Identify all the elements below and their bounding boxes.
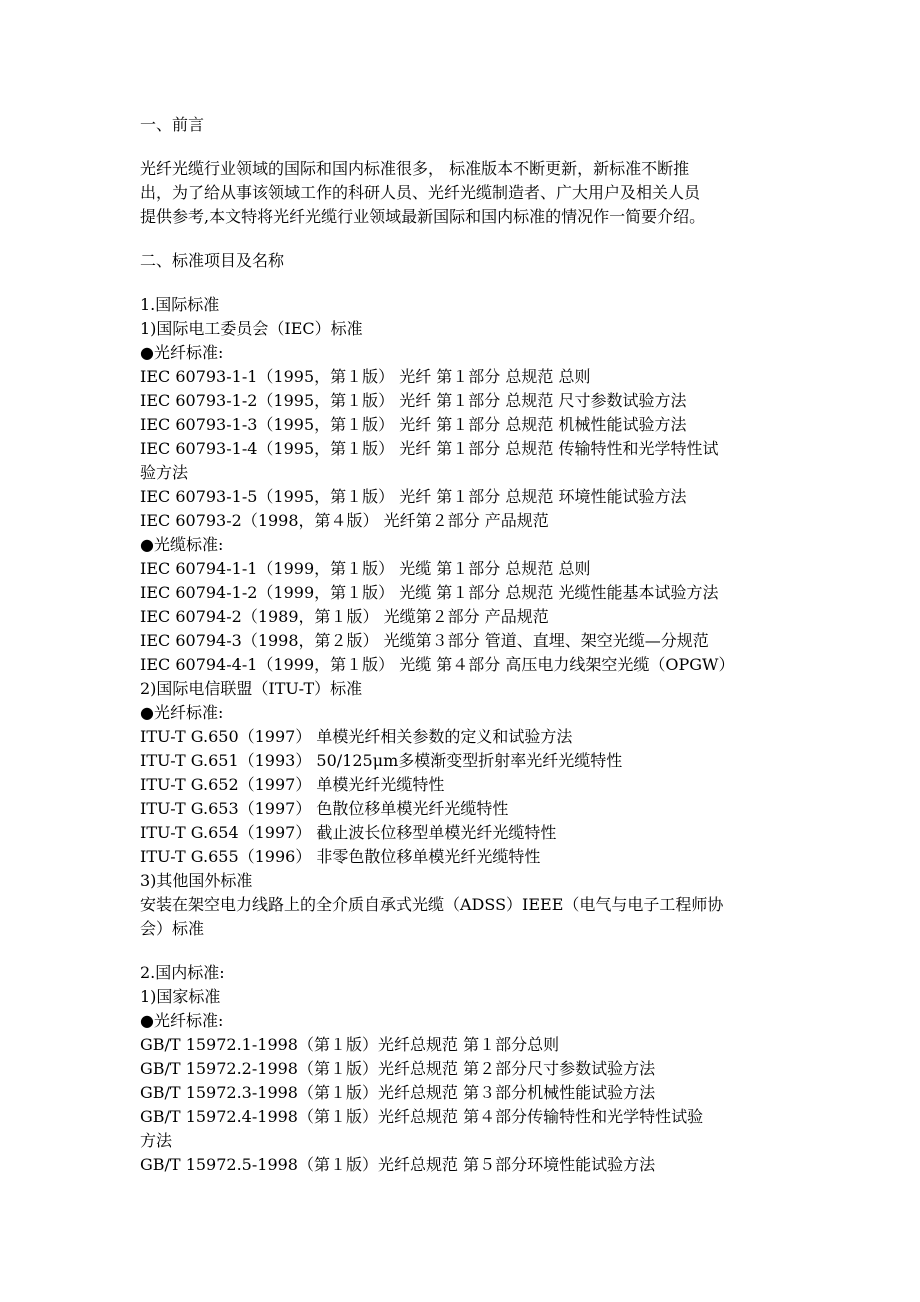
standard-item: ITU-T G.652（1997） 单模光纤光缆特性	[140, 775, 445, 794]
standard-item: GB/T 15972.2-1998（第１版）光纤总规范 第２部分尺寸参数试验方法	[140, 1059, 656, 1078]
paragraph-line: 光纤光缆行业领域的国际和国内标准很多， 标准版本不断更新，新标准不断推	[140, 159, 690, 178]
standard-item: IEC 60793-1-5（1995，第１版） 光纤 第１部分 总规范 环境性能试验方法	[140, 487, 687, 506]
standard-item: ITU-T G.655（1996） 非零色散位移单模光纤光缆特性	[140, 847, 541, 866]
standard-item: IEC 60793-1-4（1995，第１版） 光纤 第１部分 总规范 传输特性和光学特性试	[140, 439, 719, 458]
document-page	[140, 113, 800, 1177]
standard-item: ITU-T G.651（1993） 50/125μm多模渐变型折射率光纤光缆特性	[140, 751, 623, 770]
subheading-international: 1.国际标准	[140, 295, 220, 314]
paragraph-line: 提供参考,本文特将光纤光缆行业领域最新国际和国内标准的情况作一简要介绍。	[140, 207, 706, 226]
standard-item-continued: 会）标准	[140, 919, 205, 938]
standard-item: GB/T 15972.3-1998（第１版）光纤总规范 第３部分机械性能试验方法	[140, 1083, 656, 1102]
subheading-domestic: 2.国内标准:	[140, 963, 225, 982]
standard-item: IEC 60793-2（1998，第４版） 光纤第２部分 产品规范	[140, 511, 549, 530]
standard-item: GB/T 15972.1-1998（第１版）光纤总规范 第１部分总则	[140, 1035, 560, 1054]
heading-preface: 一、前言	[140, 115, 205, 134]
subheading-national: 1)国家标准	[140, 987, 221, 1006]
standard-item: IEC 60793-1-3（1995，第１版） 光纤 第１部分 总规范 机械性能试验方法	[140, 415, 687, 434]
subheading-itu: 2)国际电信联盟（ITU-T）标准	[140, 679, 363, 698]
standard-item-continued: 验方法	[140, 463, 189, 482]
label-cable-standards: ●光缆标准:	[140, 535, 224, 554]
label-fiber-standards: ●光纤标准:	[140, 343, 224, 362]
heading-standards: 二、标准项目及名称	[140, 251, 285, 270]
standard-item: IEC 60793-1-1（1995，第１版） 光纤 第１部分 总规范 总则	[140, 367, 591, 386]
subheading-other-foreign: 3)其他国外标准	[140, 871, 253, 890]
standard-item: IEC 60794-1-1（1999，第１版） 光缆 第１部分 总规范 总则	[140, 559, 591, 578]
standard-item: GB/T 15972.4-1998（第１版）光纤总规范 第４部分传输特性和光学特性试验	[140, 1107, 704, 1126]
standard-item: ITU-T G.654（1997） 截止波长位移型单模光纤光缆特性	[140, 823, 557, 842]
standard-item: IEC 60794-4-1（1999，第１版） 光缆 第４部分 高压电力线架空光缆（OPGW）	[140, 655, 735, 674]
preface-paragraph	[140, 157, 800, 229]
standard-item: ITU-T G.650（1997） 单模光纤相关参数的定义和试验方法	[140, 727, 573, 746]
standard-item: ITU-T G.653（1997） 色散位移单模光纤光缆特性	[140, 799, 509, 818]
label-fiber-standards: ●光纤标准:	[140, 1011, 224, 1030]
standard-item: GB/T 15972.5-1998（第１版）光纤总规范 第５部分环境性能试验方法	[140, 1155, 656, 1174]
standard-item: IEC 60794-2（1989，第１版） 光缆第２部分 产品规范	[140, 607, 549, 626]
standard-item: IEC 60793-1-2（1995，第１版） 光纤 第１部分 总规范 尺寸参数试验方法	[140, 391, 687, 410]
label-fiber-standards: ●光纤标准:	[140, 703, 224, 722]
standard-item: IEC 60794-3（1998，第２版） 光缆第３部分 管道、直埋、架空光缆—分规范	[140, 631, 709, 650]
paragraph-line: 出，为了给从事该领域工作的科研人员、光纤光缆制造者、广大用户及相关人员	[140, 183, 701, 202]
standard-item: IEC 60794-1-2（1999，第１版） 光缆 第１部分 总规范 光缆性能基本试验方法	[140, 583, 719, 602]
standard-item-continued: 方法	[140, 1131, 173, 1150]
standard-item: 安装在架空电力线路上的全介质自承式光缆（ADSS）IEEE（电气与电子工程师协	[140, 895, 724, 914]
subheading-iec: 1)国际电工委员会（IEC）标准	[140, 319, 363, 338]
